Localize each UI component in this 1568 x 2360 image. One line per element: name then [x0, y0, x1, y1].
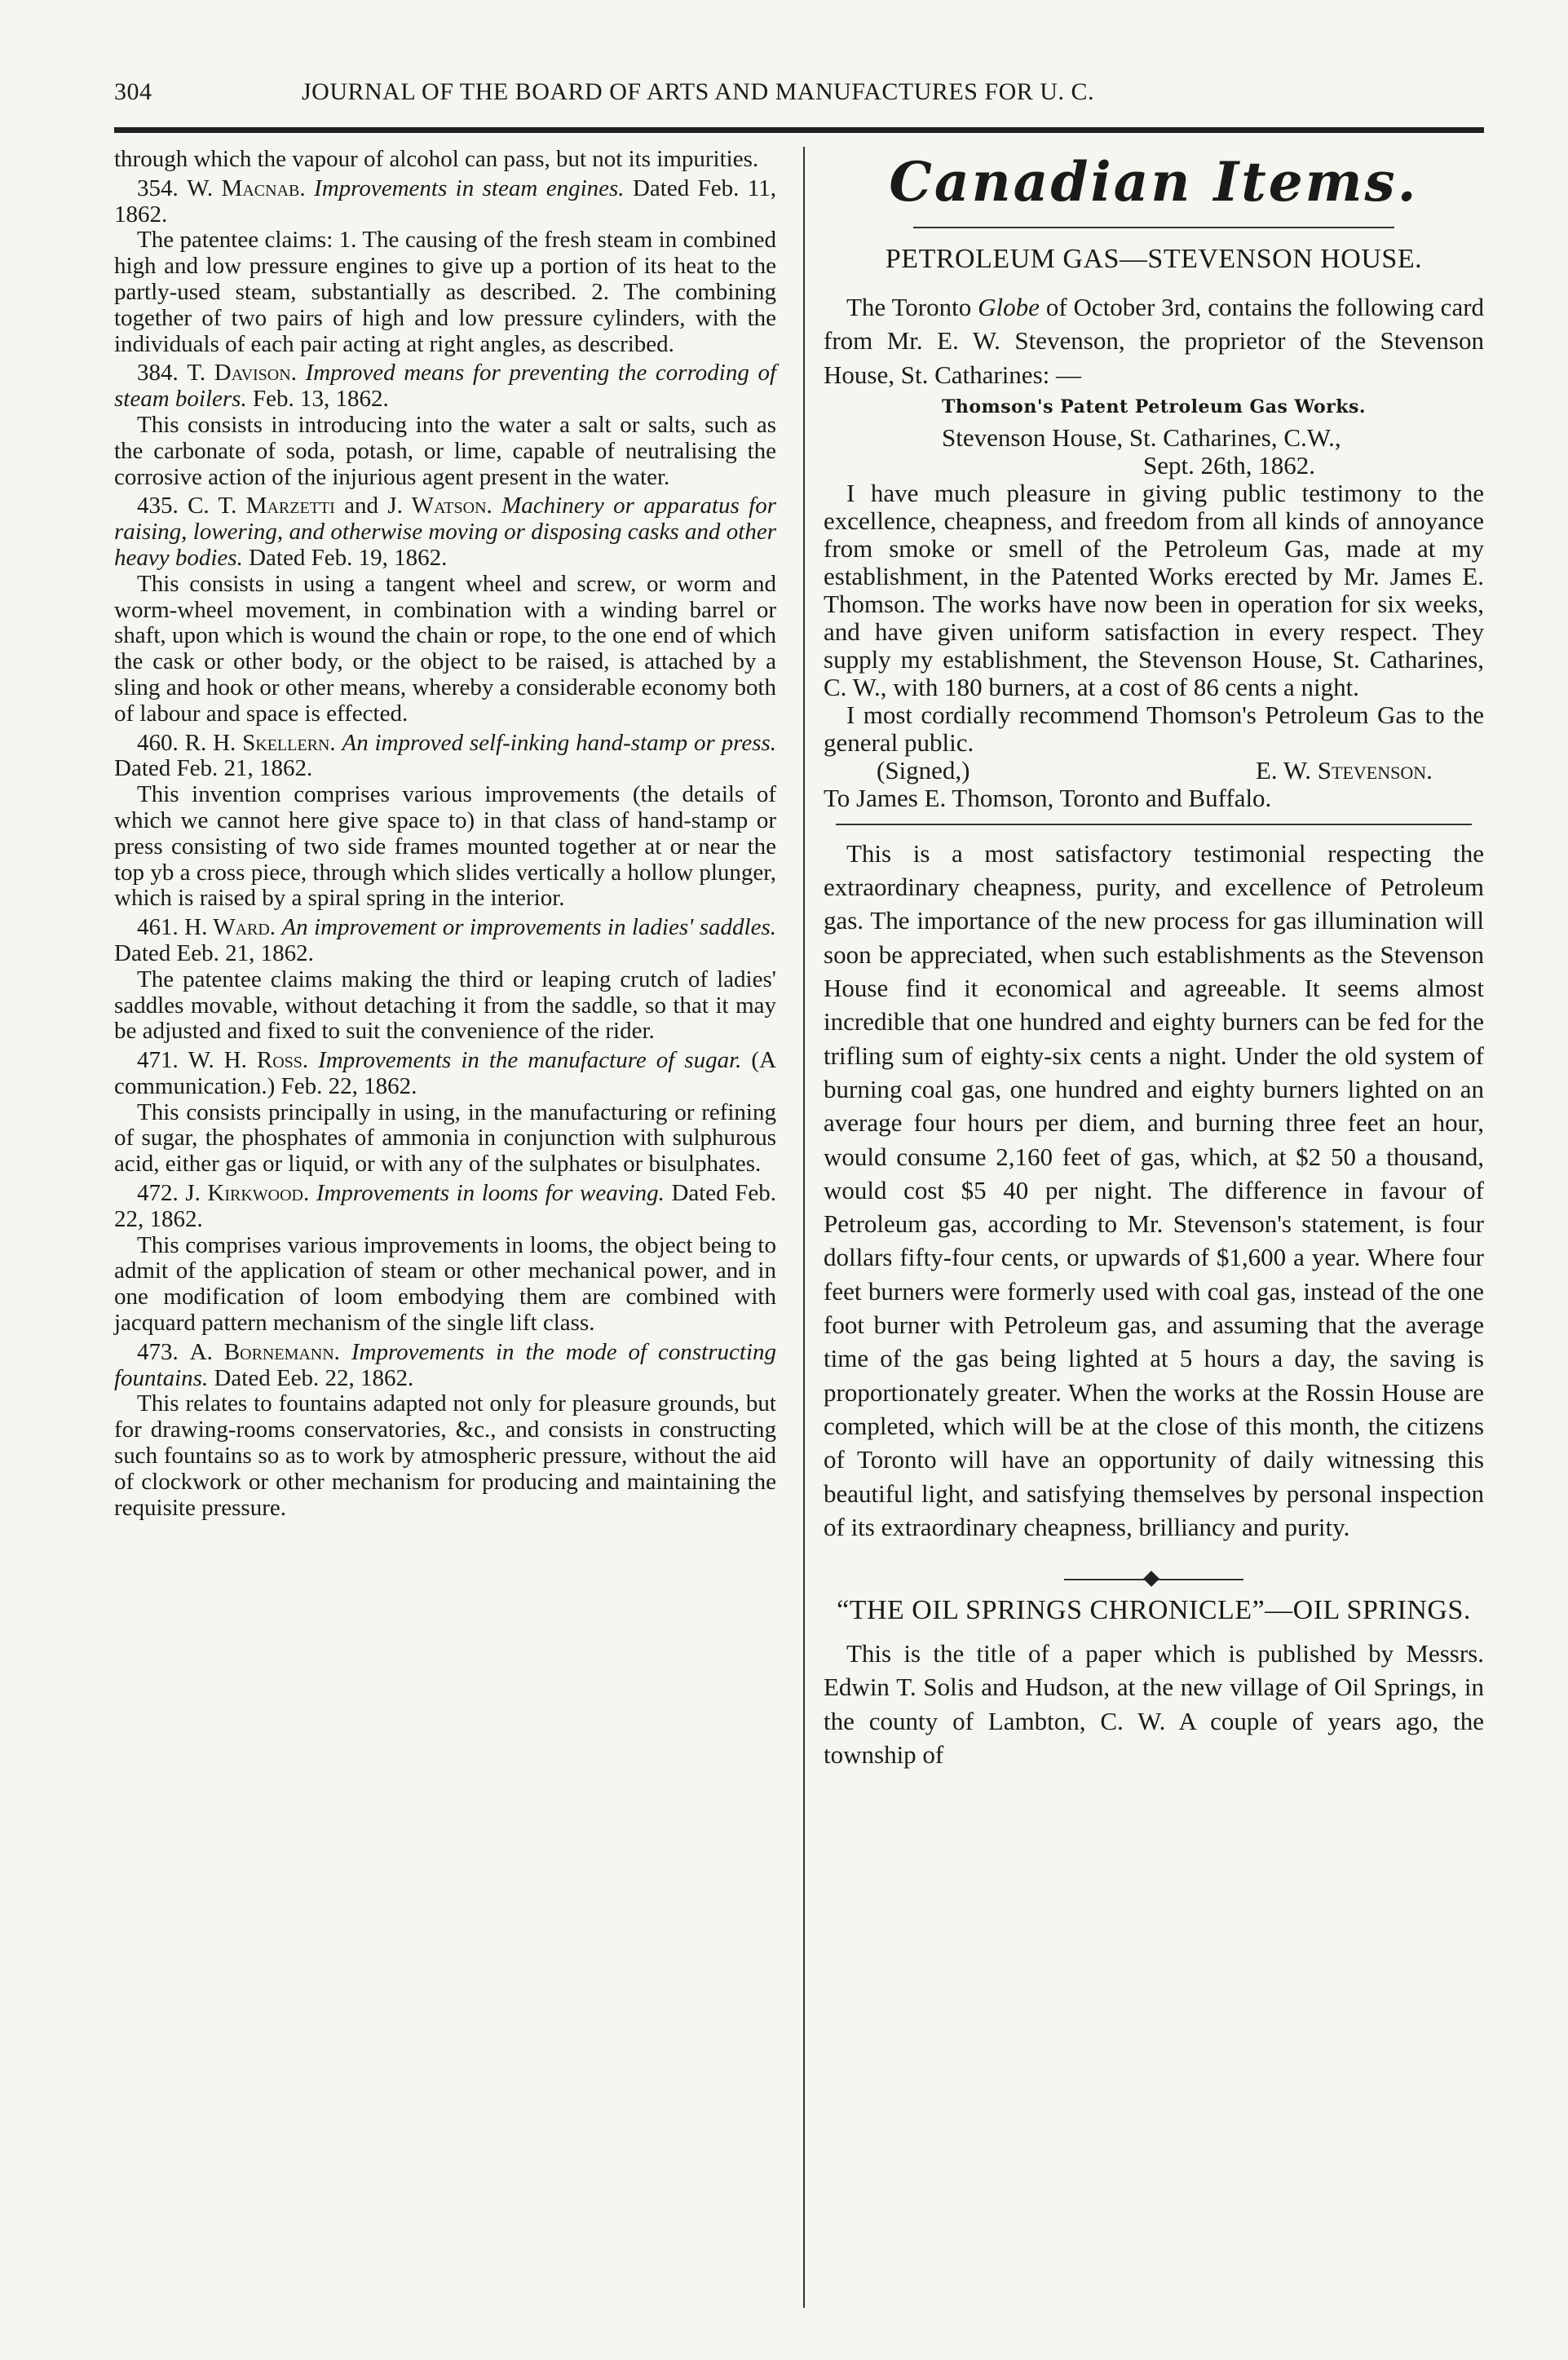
diamond-ornament-icon	[1143, 1571, 1159, 1587]
patent-entry-461-heading: 461. H. Ward. An improvement or improvements in ladies' saddles. Dated Eeb. 21, 1862.	[114, 914, 776, 966]
section-rule	[913, 227, 1394, 228]
running-header	[114, 69, 1484, 126]
letter-date: Sept. 26th, 1862.	[1143, 450, 1315, 480]
oil-springs-body: This is the title of a paper which is published by Messrs. Edwin T. Solis and Hudson, at the new village of Oil Springs, in the county of Lambton, C. W. A couple of years ago, the township of	[824, 1639, 1484, 1770]
patent-entry-435-body: This consists in using a tangent wheel and screw, or worm and worm-wheel movement, in combination with a winding barrel or shaft, upon which is wound the chain or rope, to the one end of which the cask or other body, or the object to be raised, is attached by a sling and hook or other means, whereby a considerable economy both of labour and space is effected.	[114, 570, 776, 727]
left-column	[114, 147, 776, 1521]
patent-entry-461-body: The patentee claims making the third or leaping crutch of ladies' saddles movable, without detaching it from the saddle, so that it may be adjusted and fixed to suit the convenience of the rider.	[114, 966, 776, 1045]
works-heading: Thomson's Patent Petroleum Gas Works.	[941, 396, 1367, 418]
page-number: 304	[114, 78, 152, 105]
article-commentary: This is a most satisfactory testimonial respecting the extraordinary cheapness, purity, and excellence of Petroleum gas. The importance of the new process for gas illumination will soon be appreciated, when such establishments as the Stevenson House find it economical and agreeable. It seems almost incredible that one hundred and eighty burners can be fed for the trifling sum of eighty-six cents a night. Under the old system of burning coal gas, one hundred and eighty burners lighted on an average four hours per diem, and burning three feet an hour, would consume 2,160 feet of gas, which, at $2 50 a thousand, would cost $5 40 per night. The difference in favour of Petroleum gas, according to Mr. Stevenson's statement, is four dollars fifty-four cents, or upwards of $1,600 a year. Where four feet burners were formerly used with coal gas, instead of the one foot burner with Petroleum gas, and assuming that the average time of the gas being lighted at 5 hours a day, the saving is proportionately greater. When the works at the Rossin House are completed, which will be at the close of this month, the citizens of Toronto will have an opportunity of daily witnessing this beautiful light, and satisfying themselves by personal inspection of its extraordinary cheapness, brilliancy and purity.	[824, 838, 1484, 1541]
patent-entry-473-heading: 473. A. Bornemann. Improvements in the mode of constructing fountains. Dated Eeb. 22, 1862.	[114, 1338, 777, 1391]
patent-entry-472-body: This comprises various improvements in looms, the object being to admit of the application of steam or other mechanical power, and in one modification of loom embodying them are combined with jacquard pattern mechanism of the single lift class.	[114, 1231, 776, 1337]
column-divider	[803, 147, 805, 2308]
letter-addressee: To James E. Thomson, Toronto and Buffalo.	[824, 783, 1272, 812]
patent-entry-471-body: This consists principally in using, in the manufacturing or refining of sugar, the phosphates of ammonia in conjunction with sulphurous acid, either gas or liquid, or with any of the sulphates or bisulphates.	[114, 1098, 776, 1178]
article-intro: The Toronto Globe of October 3rd, contains the following card from Mr. E. W. Stevenson, the proprietor of the Stevenson House, St. Catharines: —	[824, 293, 1485, 389]
patent-entry-460-body: This invention comprises various improvements (the details of which we cannot here give space to) in that class of hand-stamp or press consisting of two side frames mounted together at or near the top yb a cross piece, through which slides vertically a hollow plunger, which is raised by a spiral spring in the interior.	[114, 781, 776, 912]
signed-label: (Signed,)	[877, 755, 970, 784]
patent-entry-471-heading: 471. W. H. Ross. Improvements in the manufacture of sugar. (A communication.) Feb. 22, 1862.	[114, 1047, 777, 1099]
letter-paragraph-2: I most cordially recommend Thomson's Petroleum Gas to the general public.	[824, 700, 1484, 757]
stevenson-letter	[824, 424, 1484, 812]
right-column	[824, 147, 1484, 1771]
patent-entry-473-body: This relates to fountains adapted not only for pleasure grounds, but for drawing-rooms conservatories, &c., and consists in constructing such fountains so as to work by atmospheric pressure, without the aid of clockwork or other mechanism for producing and maintaining the requisite pressure.	[114, 1390, 776, 1521]
letter-divider	[836, 824, 1472, 825]
signature-line	[824, 757, 1484, 784]
section-title: Canadian Items.	[889, 150, 1419, 214]
patent-entry-354-heading: 354. W. Macnab. Improvements in steam engines. Dated Feb. 11, 1862.	[114, 175, 776, 228]
patent-entry-460-heading: 460. R. H. Skellern. An improved self-inking hand-stamp or press. Dated Feb. 21, 1862.	[114, 729, 777, 782]
header-rule	[114, 127, 1484, 133]
article-heading-oil-springs: “THE OIL SPRINGS CHRONICLE”—OIL SPRINGS.	[837, 1595, 1471, 1626]
article-heading-petroleum-gas: PETROLEUM GAS—STEVENSON HOUSE.	[885, 244, 1423, 274]
letter-address: Stevenson House, St. Catharines, C.W.,	[942, 422, 1341, 452]
patent-entry-435-heading: 435. C. T. Marzetti and J. Watson. Machinery or apparatus for raising, lowering, and otherwise moving or disposing casks and other heavy bodies. Dated Feb. 19, 1862.	[114, 493, 777, 571]
signer-name: E. W. Stevenson.	[1256, 755, 1433, 784]
section-ornament	[1064, 1571, 1243, 1588]
continued-text: through which the vapour of alcohol can pass, but not its impurities.	[114, 146, 759, 172]
patent-entry-384-heading: 384. T. Davison. Improved means for preventing the corroding of steam boilers. Feb. 13, 1862.	[114, 360, 777, 413]
journal-title: JOURNAL OF THE BOARD OF ARTS AND MANUFACTURES FOR U. C.	[302, 78, 1094, 105]
patent-entry-354-body: The patentee claims: 1. The causing of the fresh steam in combined high and low pressure engines to give up a portion of its heat to the partly-used steam, substantially as described. 2. The combining together of two pairs of high and low pressure cylinders, with the individuals of each pair acting at right angles, as described.	[114, 227, 776, 357]
patent-entry-384-body: This consists in introducing into the water a salt or salts, such as the carbonate of soda, potash, or lime, capable of neutralising the corrosive action of the injurious agent present in the water.	[114, 411, 776, 490]
patent-entry-472-heading: 472. J. Kirkwood. Improvements in looms for weaving. Dated Feb. 22, 1862.	[114, 1180, 776, 1232]
letter-paragraph-1: I have much pleasure in giving public testimony to the excellence, cheapness, and freedom from all kinds of annoyance from smoke or smell of the Petroleum Gas, made at my establishment, in the Patented Works erected by Mr. James E. Thomson. The works have now been in operation for six weeks, and have given uniform satisfaction in every respect. They supply my establishment, the Stevenson House, St. Catharines, C. W., with 180 burners, at a cost of 86 cents a night.	[824, 478, 1484, 701]
